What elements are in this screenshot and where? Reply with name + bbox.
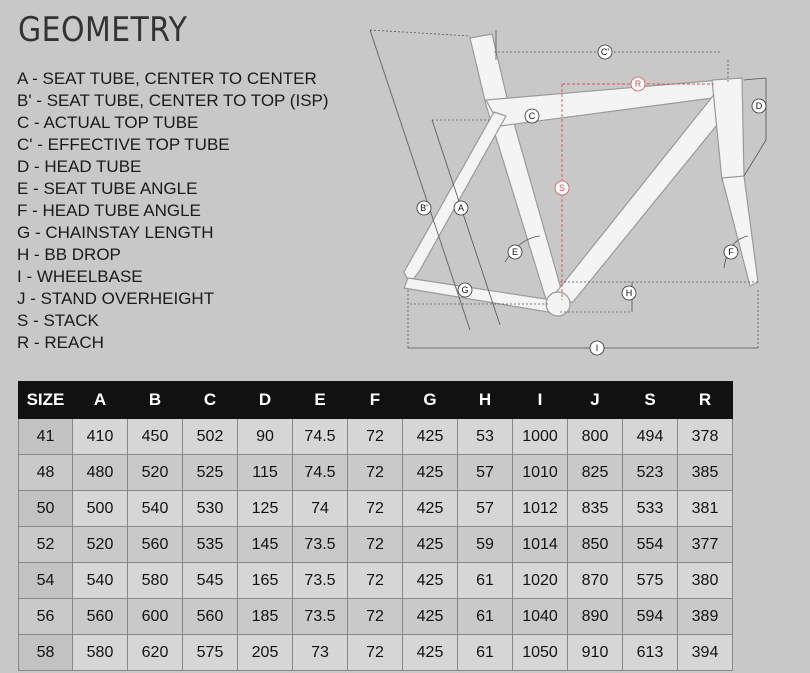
legend-item-j: J - STAND OVERHEIGHT bbox=[17, 289, 215, 308]
column-header: R bbox=[678, 382, 733, 419]
size-cell: 48 bbox=[19, 455, 73, 491]
table-cell: 613 bbox=[623, 635, 678, 671]
badge-s bbox=[555, 181, 569, 195]
table-cell: 378 bbox=[678, 419, 733, 455]
table-cell: 1040 bbox=[513, 599, 568, 635]
column-header: F bbox=[348, 382, 403, 419]
table-cell: 72 bbox=[348, 563, 403, 599]
table-cell: 575 bbox=[183, 635, 238, 671]
table-cell: 523 bbox=[623, 455, 678, 491]
legend-item-d: D - HEAD TUBE bbox=[17, 157, 142, 176]
badge-d-text: D bbox=[755, 101, 763, 111]
table-cell: 394 bbox=[678, 635, 733, 671]
table-cell: 72 bbox=[348, 527, 403, 563]
table-cell: 74 bbox=[293, 491, 348, 527]
table-cell: 425 bbox=[403, 455, 458, 491]
table-cell: 1012 bbox=[513, 491, 568, 527]
bike-frame-drawing bbox=[404, 34, 758, 316]
table-cell: 425 bbox=[403, 563, 458, 599]
table-cell: 580 bbox=[128, 563, 183, 599]
badge-r-text: R bbox=[634, 79, 642, 89]
table-cell: 850 bbox=[568, 527, 623, 563]
badge-h bbox=[622, 286, 636, 300]
size-cell: 56 bbox=[19, 599, 73, 635]
table-cell: 800 bbox=[568, 419, 623, 455]
column-header: E bbox=[293, 382, 348, 419]
badge-b bbox=[417, 201, 431, 215]
badge-c-text: C bbox=[528, 111, 536, 121]
badge-f bbox=[724, 245, 738, 259]
table-cell: 72 bbox=[348, 599, 403, 635]
table-cell: 73 bbox=[293, 635, 348, 671]
table-cell: 73.5 bbox=[293, 563, 348, 599]
table-row bbox=[19, 563, 733, 599]
table-cell: 520 bbox=[73, 527, 128, 563]
table-cell: 910 bbox=[568, 635, 623, 671]
geometry-table bbox=[18, 381, 733, 671]
table-cell: 560 bbox=[183, 599, 238, 635]
table-cell: 90 bbox=[238, 419, 293, 455]
table-row bbox=[19, 635, 733, 671]
table-cell: 74.5 bbox=[293, 455, 348, 491]
badge-c-prime bbox=[598, 45, 612, 59]
table-cell: 425 bbox=[403, 635, 458, 671]
column-header: C bbox=[183, 382, 238, 419]
badge-c bbox=[525, 109, 539, 123]
table-cell: 825 bbox=[568, 455, 623, 491]
table-cell: 835 bbox=[568, 491, 623, 527]
table-cell: 450 bbox=[128, 419, 183, 455]
table-cell: 61 bbox=[458, 635, 513, 671]
legend-item-a: A - SEAT TUBE, CENTER TO CENTER bbox=[17, 69, 317, 88]
column-header: S bbox=[623, 382, 678, 419]
table-cell: 74.5 bbox=[293, 419, 348, 455]
table-row bbox=[19, 491, 733, 527]
table-cell: 425 bbox=[403, 599, 458, 635]
table-row bbox=[19, 527, 733, 563]
table-cell: 59 bbox=[458, 527, 513, 563]
badge-s-text: S bbox=[558, 183, 566, 193]
table-cell: 540 bbox=[73, 563, 128, 599]
column-header: B bbox=[128, 382, 183, 419]
legend-item-c: C - ACTUAL TOP TUBE bbox=[17, 113, 199, 132]
table-cell: 500 bbox=[73, 491, 128, 527]
table-cell: 502 bbox=[183, 419, 238, 455]
table-cell: 380 bbox=[678, 563, 733, 599]
badge-e bbox=[508, 245, 522, 259]
table-cell: 545 bbox=[183, 563, 238, 599]
table-cell: 57 bbox=[458, 455, 513, 491]
badge-f-text: F bbox=[728, 247, 734, 257]
table-cell: 540 bbox=[128, 491, 183, 527]
legend-item-s: S - STACK bbox=[17, 311, 99, 330]
table-cell: 1010 bbox=[513, 455, 568, 491]
badge-g-text: G bbox=[461, 285, 469, 295]
badge-h-text: H bbox=[625, 288, 633, 298]
table-cell: 389 bbox=[678, 599, 733, 635]
table-cell: 145 bbox=[238, 527, 293, 563]
page-title: GEOMETRY bbox=[18, 10, 188, 50]
legend-item-c-prime: C' - EFFECTIVE TOP TUBE bbox=[17, 135, 230, 154]
badge-i-text: I bbox=[595, 343, 599, 353]
column-header: J bbox=[568, 382, 623, 419]
table-cell: 1000 bbox=[513, 419, 568, 455]
table-row bbox=[19, 419, 733, 455]
column-header: I bbox=[513, 382, 568, 419]
table-cell: 535 bbox=[183, 527, 238, 563]
table-cell: 425 bbox=[403, 527, 458, 563]
table-cell: 385 bbox=[678, 455, 733, 491]
legend-item-h: H - BB DROP bbox=[17, 245, 121, 264]
table-cell: 1050 bbox=[513, 635, 568, 671]
badge-i bbox=[590, 341, 604, 355]
badge-g bbox=[458, 283, 472, 297]
column-header: A bbox=[73, 382, 128, 419]
table-cell: 560 bbox=[128, 527, 183, 563]
size-cell: 50 bbox=[19, 491, 73, 527]
legend-item-f: F - HEAD TUBE ANGLE bbox=[17, 201, 201, 220]
table-row bbox=[19, 455, 733, 491]
badge-a-text: A bbox=[457, 203, 465, 213]
badge-r bbox=[631, 77, 645, 91]
table-cell: 115 bbox=[238, 455, 293, 491]
table-cell: 525 bbox=[183, 455, 238, 491]
table-body bbox=[19, 419, 733, 671]
table-cell: 72 bbox=[348, 635, 403, 671]
legend-item-g: G - CHAINSTAY LENGTH bbox=[17, 223, 214, 242]
table-cell: 494 bbox=[623, 419, 678, 455]
table-cell: 520 bbox=[128, 455, 183, 491]
badge-c-prime-text: C' bbox=[600, 47, 610, 57]
table-cell: 61 bbox=[458, 599, 513, 635]
table-header bbox=[19, 382, 733, 419]
size-cell: 54 bbox=[19, 563, 73, 599]
table-cell: 377 bbox=[678, 527, 733, 563]
table-cell: 1014 bbox=[513, 527, 568, 563]
table-cell: 72 bbox=[348, 491, 403, 527]
table-cell: 61 bbox=[458, 563, 513, 599]
table-cell: 560 bbox=[73, 599, 128, 635]
size-cell: 52 bbox=[19, 527, 73, 563]
table-cell: 600 bbox=[128, 599, 183, 635]
table-cell: 890 bbox=[568, 599, 623, 635]
table-cell: 381 bbox=[678, 491, 733, 527]
badge-a bbox=[454, 201, 468, 215]
badge-b-text: B' bbox=[420, 203, 428, 213]
legend-item-r: R - REACH bbox=[17, 333, 104, 352]
table-cell: 73.5 bbox=[293, 527, 348, 563]
column-header: D bbox=[238, 382, 293, 419]
table-cell: 425 bbox=[403, 491, 458, 527]
table-cell: 410 bbox=[73, 419, 128, 455]
table-cell: 580 bbox=[73, 635, 128, 671]
table-cell: 554 bbox=[623, 527, 678, 563]
size-cell: 41 bbox=[19, 419, 73, 455]
table-cell: 530 bbox=[183, 491, 238, 527]
table-cell: 1020 bbox=[513, 563, 568, 599]
table-cell: 870 bbox=[568, 563, 623, 599]
badge-e-text: E bbox=[511, 247, 519, 257]
table-cell: 594 bbox=[623, 599, 678, 635]
table-cell: 185 bbox=[238, 599, 293, 635]
column-header: H bbox=[458, 382, 513, 419]
column-header: G bbox=[403, 382, 458, 419]
table-cell: 480 bbox=[73, 455, 128, 491]
table-cell: 575 bbox=[623, 563, 678, 599]
table-cell: 73.5 bbox=[293, 599, 348, 635]
table-cell: 125 bbox=[238, 491, 293, 527]
table-cell: 620 bbox=[128, 635, 183, 671]
table-cell: 57 bbox=[458, 491, 513, 527]
table-cell: 425 bbox=[403, 419, 458, 455]
table-cell: 165 bbox=[238, 563, 293, 599]
column-header: SIZE bbox=[19, 382, 73, 419]
table-cell: 533 bbox=[623, 491, 678, 527]
table-row bbox=[19, 599, 733, 635]
table-cell: 205 bbox=[238, 635, 293, 671]
legend-item-b: B' - SEAT TUBE, CENTER TO TOP (ISP) bbox=[17, 91, 329, 110]
table-cell: 53 bbox=[458, 419, 513, 455]
legend-item-i: I - WHEELBASE bbox=[17, 267, 143, 286]
size-cell: 58 bbox=[19, 635, 73, 671]
table-cell: 72 bbox=[348, 455, 403, 491]
legend-item-e: E - SEAT TUBE ANGLE bbox=[17, 179, 198, 198]
table-cell: 72 bbox=[348, 419, 403, 455]
badge-d bbox=[752, 99, 766, 113]
